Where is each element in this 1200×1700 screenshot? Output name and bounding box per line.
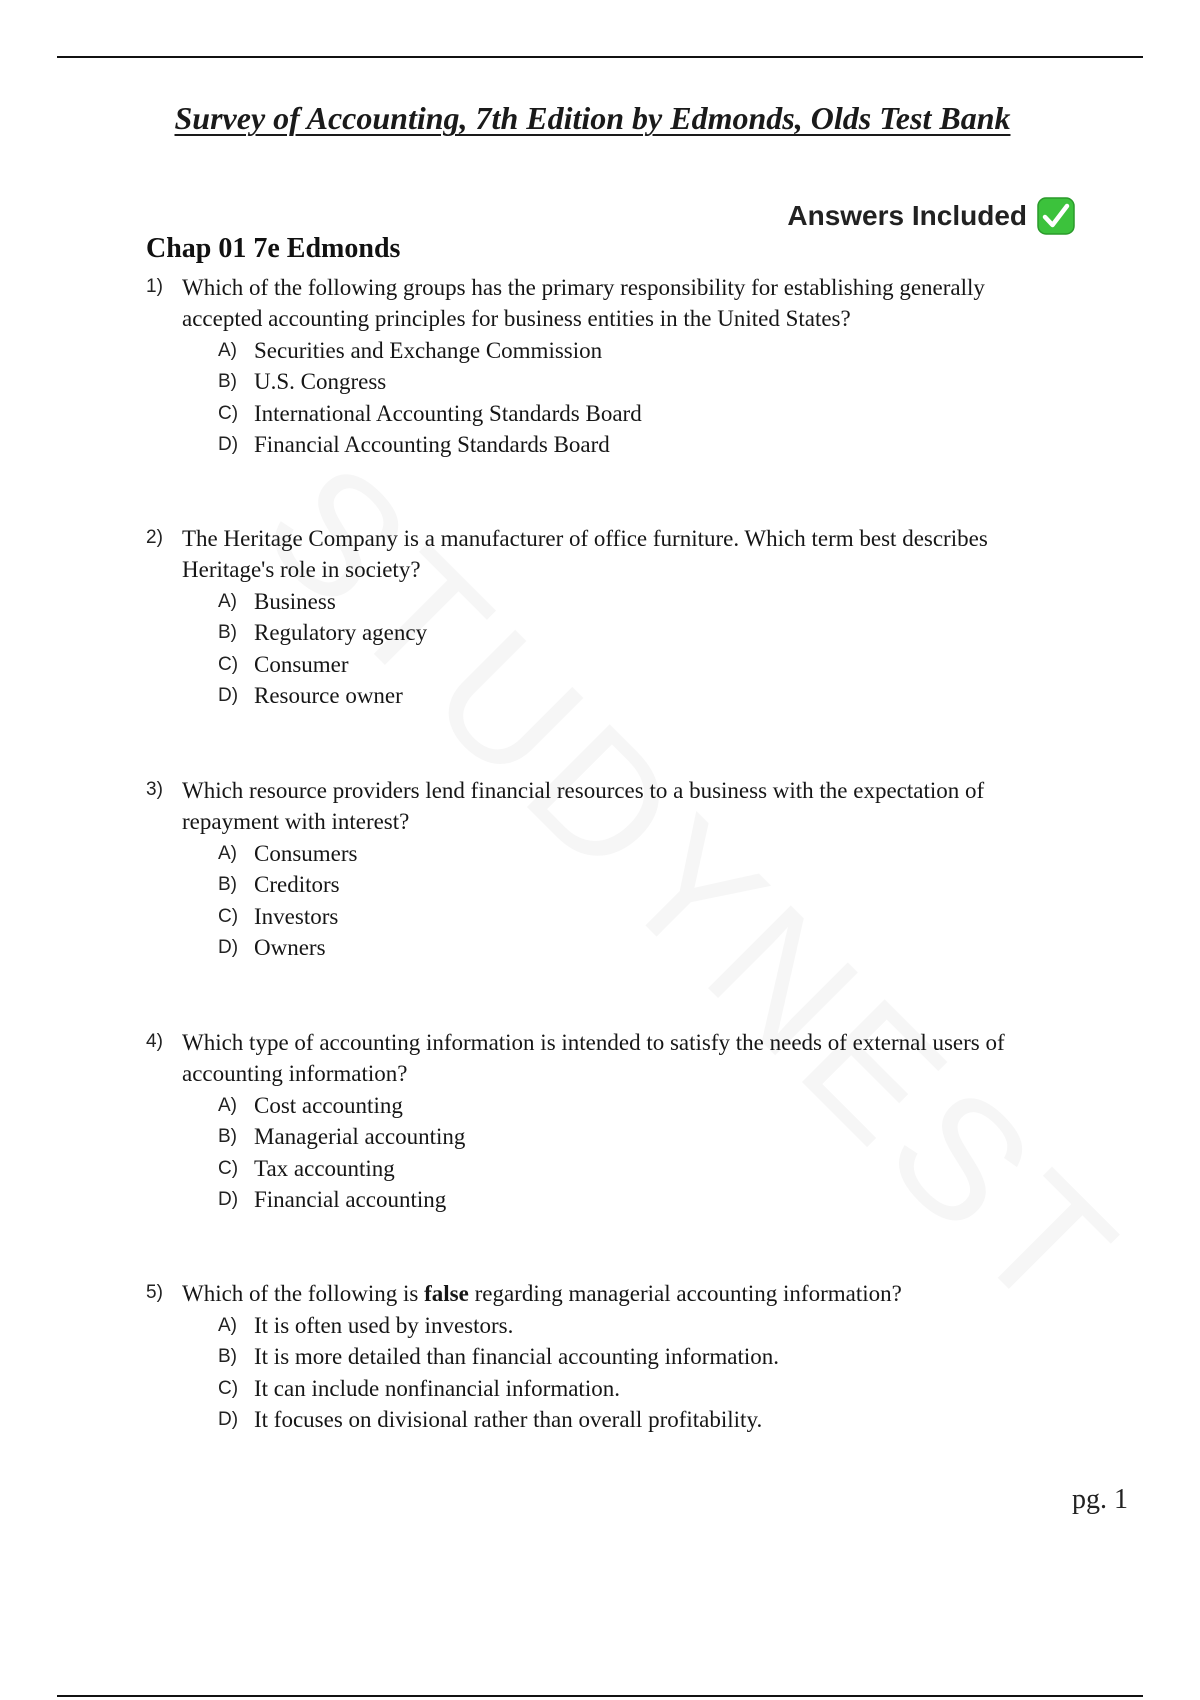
option-letter: B) [218,1346,237,1368]
question-text-end: regarding managerial accounting information? [468,1281,902,1306]
option-text: Financial Accounting Standards Board [254,432,610,458]
option-letter: B) [218,622,237,644]
option-a [218,1090,1066,1122]
option-a [218,1310,1066,1342]
option-b [218,1122,1066,1154]
top-rule [57,56,1143,58]
option-text: Tax accounting [254,1155,395,1181]
chapter-heading: Chap 01 7e Edmonds [146,233,401,264]
option-text: Managerial accounting [254,1124,466,1150]
question-3 [146,775,1066,964]
option-text: Regulatory agency [254,620,428,646]
option-text: International Accounting Standards Board [254,400,642,426]
option-letter: A) [218,590,237,612]
option-c [218,398,1066,430]
option-letter: C) [218,653,239,675]
option-letter: C) [218,905,239,927]
option-a [218,335,1066,367]
option-letter: D) [218,685,239,707]
question-number: 5) [146,1282,163,1303]
question-1 [146,272,1066,461]
question-text [182,1278,902,1309]
answer-options [218,335,1066,461]
answer-options [218,586,1066,712]
answer-options [218,1090,1066,1216]
option-b [218,367,1066,399]
option-d [218,1405,1066,1437]
question-4 [146,1027,1066,1216]
option-letter: A) [218,842,237,864]
option-letter: D) [218,937,239,959]
page-number: pg. 1 [1072,1484,1128,1515]
option-letter: B) [218,371,237,393]
option-text: Resource owner [254,683,403,709]
option-text: Securities and Exchange Commission [254,337,603,363]
option-a [218,838,1066,870]
check-mark-icon [1037,197,1075,235]
answers-included-badge [787,196,1075,236]
option-text: Consumers [254,840,358,866]
question-text: The Heritage Company is a manufacturer of office furniture. Which term best describes Heritage's role in society? [182,526,988,582]
option-d [218,681,1066,713]
option-text: Consumer [254,651,349,677]
option-text: Cost accounting [254,1092,403,1118]
option-text: It is often used by investors. [254,1312,514,1338]
question-text: Which resource providers lend financial resources to a business with the expectation of repayment with interest? [182,778,985,834]
document-title: Survey of Accounting, 7th Edition by Edmonds, Olds Test Bank [174,100,1011,136]
option-a [218,586,1066,618]
option-c [218,649,1066,681]
answer-options [218,1310,1066,1436]
option-c [218,1373,1066,1405]
question-text: Which type of accounting information is intended to satisfy the needs of external users of accounting information? [182,1030,1005,1086]
option-text: It focuses on divisional rather than overall profitability. [254,1407,763,1433]
option-text: Investors [254,903,339,929]
option-text: U.S. Congress [254,369,387,395]
option-letter: A) [218,1314,237,1336]
answers-included-label: Answers Included [787,200,1027,231]
question-number: 1) [146,276,163,297]
option-b [218,618,1066,650]
option-letter: D) [218,1409,239,1431]
option-letter: C) [218,1377,239,1399]
option-letter: C) [218,402,239,424]
option-letter: A) [218,339,237,361]
option-c [218,901,1066,933]
bottom-rule [57,1695,1143,1697]
question-number: 3) [146,779,163,800]
question-2 [146,523,1066,712]
option-text: Financial accounting [254,1187,447,1213]
option-b [218,870,1066,902]
option-text: Business [254,588,336,614]
option-letter: C) [218,1157,239,1179]
option-d [218,430,1066,462]
question-number: 2) [146,527,163,548]
option-d [218,1185,1066,1217]
question-number: 4) [146,1031,163,1052]
option-letter: B) [218,1126,237,1148]
option-letter: D) [218,434,239,456]
question-5 [146,1278,1066,1436]
question-text: Which of the following groups has the primary responsibility for establishing generally accepted accounting principles for business entities in the United States? [182,275,985,331]
option-text: Owners [254,935,326,961]
option-b [218,1342,1066,1374]
question-text-start: Which of the following is [182,1281,425,1306]
option-letter: A) [218,1094,237,1116]
option-c [218,1153,1066,1185]
option-letter: D) [218,1189,239,1211]
question-text-emphasis: false [424,1281,469,1306]
option-d [218,933,1066,965]
option-text: It can include nonfinancial information. [254,1375,620,1401]
option-letter: B) [218,874,237,896]
option-text: It is more detailed than financial accounting information. [254,1344,779,1370]
answer-options [218,838,1066,964]
option-text: Creditors [254,872,340,898]
